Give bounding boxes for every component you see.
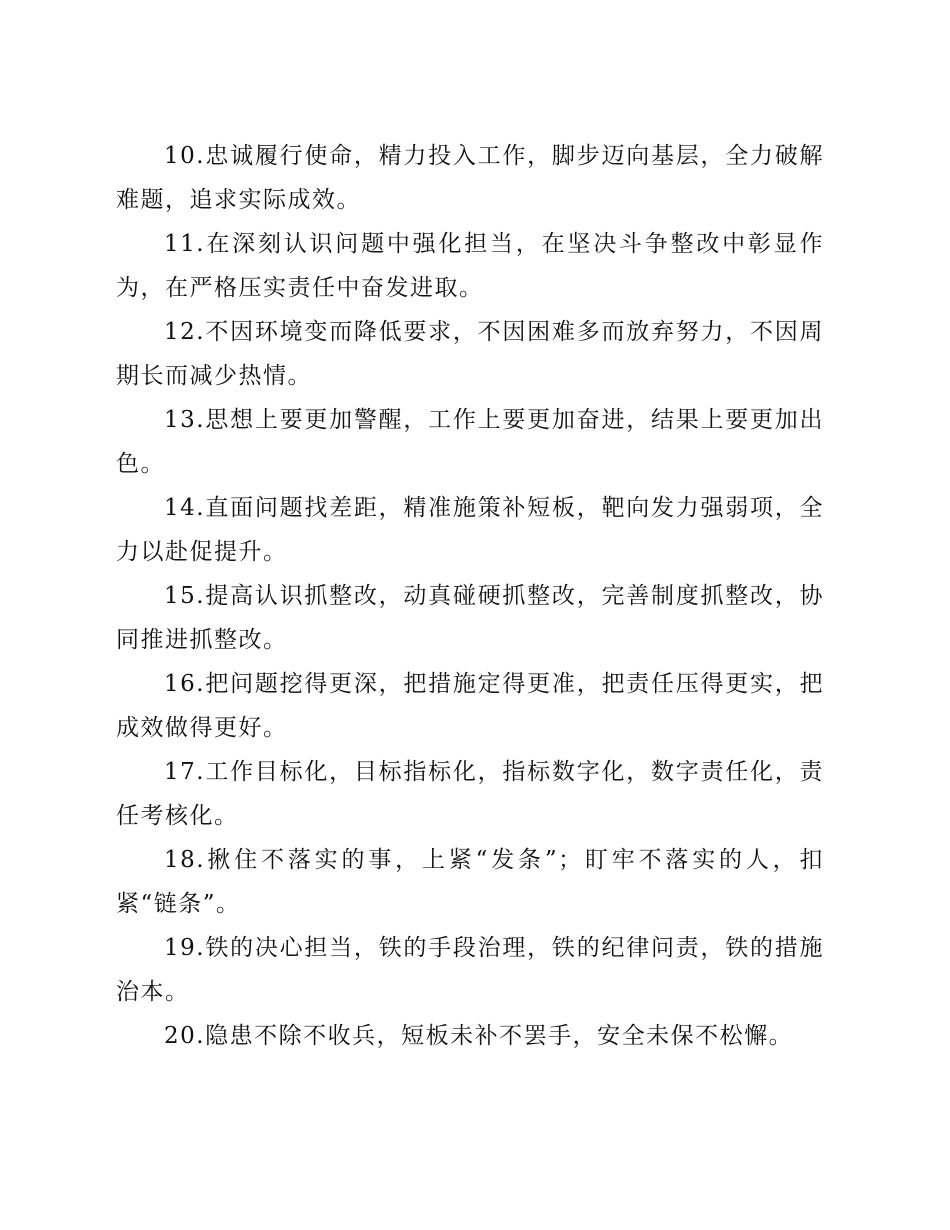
paragraph-11: 11.在深刻认识问题中强化担当，在坚决斗争整改中彰显作为，在严格压实责任中奋发进取。 xyxy=(116,231,824,301)
paragraph-18: 18.揪住不落实的事，上紧“发条”；盯牢不落实的人，扣紧“链条”。 xyxy=(116,847,824,917)
paragraph-17: 17.工作目标化，目标指标化，指标数字化，数字责任化，责任考核化。 xyxy=(116,759,824,829)
paragraph-16: 16.把问题挖得更深，把措施定得更准，把责任压得更实，把成效做得更好。 xyxy=(116,671,824,741)
paragraph-15: 15.提高认识抓整改，动真碰硬抓整改，完善制度抓整改，协同推进抓整改。 xyxy=(116,583,824,653)
paragraph-10: 10.忠诚履行使命，精力投入工作，脚步迈向基层，全力破解难题，追求实际成效。 xyxy=(116,143,824,213)
document-body xyxy=(116,134,824,1058)
paragraph-13: 13.思想上要更加警醒，工作上要更加奋进，结果上要更加出色。 xyxy=(116,407,824,477)
paragraph-14: 14.直面问题找差距，精准施策补短板，靶向发力强弱项，全力以赴促提升。 xyxy=(116,495,824,565)
paragraph-19: 19.铁的决心担当，铁的手段治理，铁的纪律问责，铁的措施治本。 xyxy=(116,935,824,1005)
paragraph-20: 20.隐患不除不收兵，短板未补不罢手，安全未保不松懈。 xyxy=(164,1023,794,1049)
paragraph-12: 12.不因环境变而降低要求，不因困难多而放弃努力，不因周期长而减少热情。 xyxy=(116,319,824,389)
